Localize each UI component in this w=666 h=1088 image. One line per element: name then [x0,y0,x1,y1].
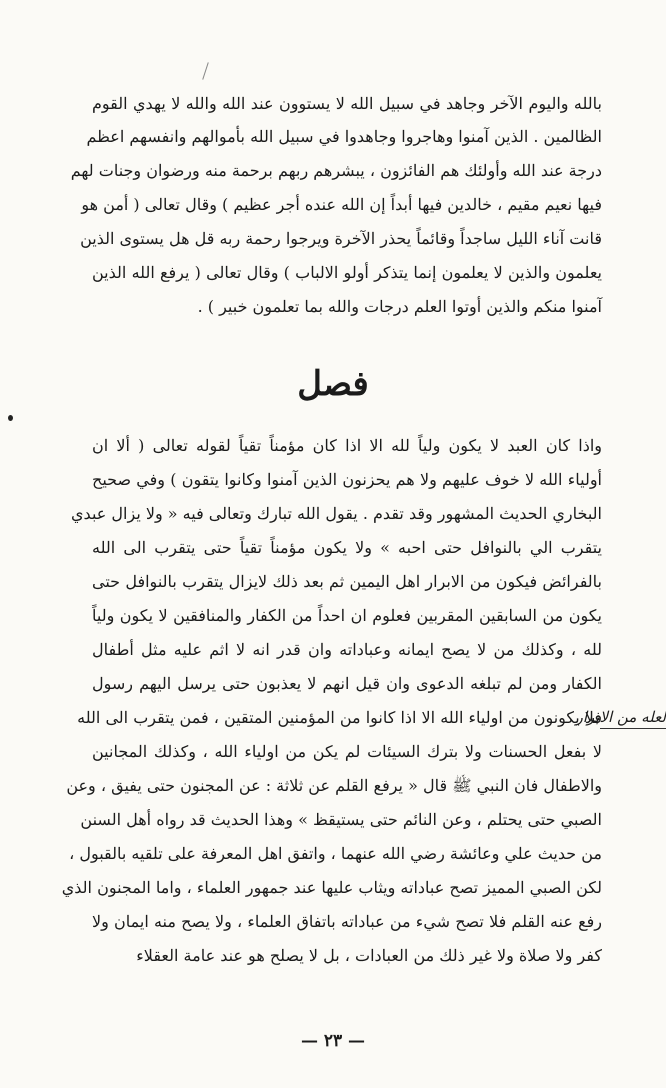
section-heading: فصل [297,364,369,404]
text-line: درجة عند الله وأولئك هم الفائزون ، يبشرهم ربهم برحمة منه ورضوان وجنات لهم [70,161,602,180]
text-line: آمنوا منكم والذين أوتوا العلم درجات والله بما تعلمون خبير ) . [197,297,602,316]
text-line: الظالمين . الذين آمنوا وهاجروا وجاهدوا في سبيل الله بأموالهم وانفسهم اعظم [86,127,602,146]
text-line: يكون من السابقين المقربين فعلوم ان احداً من الكفار والمنافقين لا يكون ولياً [92,606,602,625]
text-line: فلا يكونون من اولياء الله الا اذا كانوا من المؤمنين المتقين ، فمن يتقرب الى الله [77,708,602,727]
text-line: الصبي حتى يحتلم ، وعن النائم حتى يستيقظ » وهذا الحديث قد رواه أهل السنن [80,810,602,829]
text-line: كفر ولا صلاة ولا غير ذلك من العبادات ، بل لا يصلح هو عند عامة العقلاء [136,946,602,965]
text-line: يتقرب الي بالنوافل حتى احبه » ولا يكون مؤمناً تقياً حتى يتقرب الى الله [92,538,602,557]
text-line: فيها نعيم مقيم ، خالدين فيها أبداً إن الله عنده أجر عظيم ) وقال تعالى ( أمن هو [81,195,602,214]
text-line: رفع عنه القلم فلا تصح شيء من عباداته باتفاق العلماء ، ولا يصح منه ايمان ولا [92,912,602,931]
text-line: لله ، وكذلك من لا يصح ايمانه وعباداته وان قدر انه لا اثم عليه مثل أطفال [92,640,602,659]
text-line: بالله واليوم الآخر وجاهد في سبيل الله لا يستوون عند الله والله لا يهدي القوم [92,94,602,113]
text-line: لا بفعل الحسنات ولا بترك السيئات لم يكن من اولياء الله ، وكذلك المجانين [92,742,602,761]
ink-dot [8,415,13,421]
margin-underline [600,728,666,729]
text-line: قانت آناء الليل ساجداً وقائماً يحذر الآخرة ويرجوا رحمة ربه قل هل يستوى الذين [80,229,602,248]
text-line: أولياء الله لا خوف عليهم ولا هم يحزنون الذين آمنوا وكانوا يتقون ) وفي صحيح [92,470,602,489]
text-line: يعلمون والذين لا يعلمون إنما يتذكر أولو الالباب ) وقال تعالى ( يرفع الله الذين [92,263,602,282]
text-line: لكن الصبي المميز تصح عباداته ويثاب عليها عند جمهور العلماء ، واما المجنون الذي [61,878,602,897]
text-line: واذا كان العبد لا يكون ولياً لله الا اذا كان مؤمناً تقياً لقوله تعالى ( ألا ان [92,436,602,455]
handwritten-margin-note: لعله من الابرار [575,708,666,726]
text-line: والاطفال فان النبي ﷺ قال « يرفع القلم عن ثلاثة : عن المجنون حتى يفيق ، وعن [66,776,602,795]
pencil-mark [202,62,209,79]
page-number: — ٢٣ — [300,1031,366,1051]
text-line: بالفرائض فيكون من الابرار اهل اليمين ثم بعد ذلك لايزال يتقرب بالنوافل حتى [92,572,602,591]
text-line: الكفار ومن لم تبلغه الدعوى وان قيل انهم لا يعذبون حتى يرسل اليهم رسول [92,674,602,693]
text-line: البخاري الحديث المشهور وقد تقدم . يقول الله تبارك وتعالى فيه « ولا يزال عبدي [71,504,602,523]
text-line: من حديث علي وعائشة رضي الله عنهما ، واتفق اهل المعرفة على تلقيه بالقبول ، [69,844,602,863]
